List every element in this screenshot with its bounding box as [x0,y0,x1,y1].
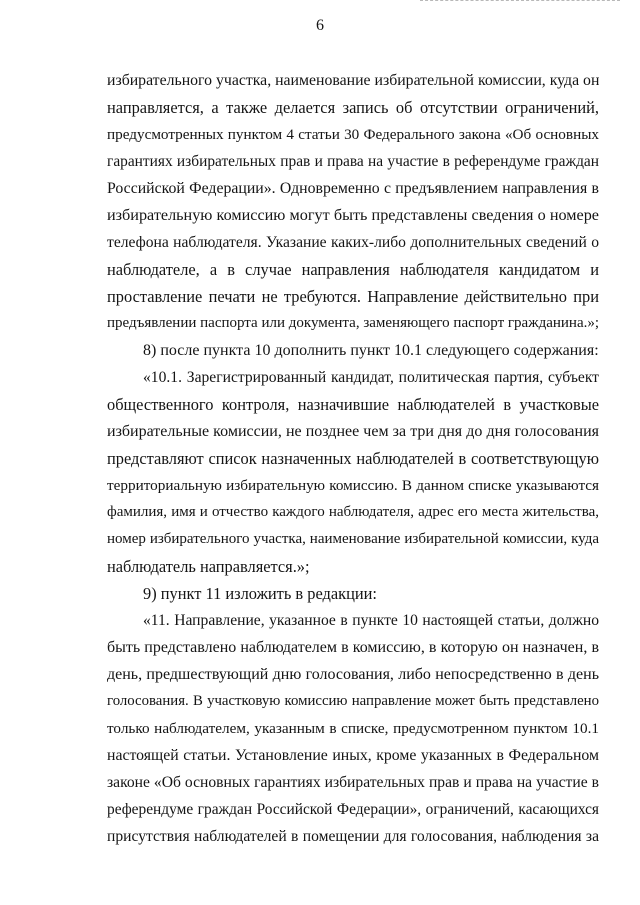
text-line: избирательную комиссию могут быть представлены сведения о номере [107,206,599,224]
document-body [107,67,599,850]
text-line: референдуме граждан Российской Федерации», ограничений, касающихся [107,801,599,818]
text-line: настоящей статьи. Установление иных, кроме указанных в Федеральном [107,747,599,764]
text-line: законе «Об основных гарантиях избирательных прав и права на участие в [107,774,599,791]
text-line: наблюдателе, а в случае направления наблюдателя кандидатом и [107,260,599,279]
text-line: избирательные комиссии, не позднее чем за три дня до дня голосования [107,423,599,440]
text-line: территориальную избирательную комиссию. В данном списке указываются [107,477,599,494]
text-line: направляется, а также делается запись об отсутствии ограничений, [107,98,599,117]
text-line: проставление печати не требуются. Направление действительно при [107,287,599,306]
text-line: день, предшествующий дню голосования, либо непосредственно в день [107,666,599,683]
text-line: предусмотренных пунктом 4 статьи 30 Федерального закона «Об основных [107,126,599,143]
text-line: фамилия, имя и отчество каждого наблюдателя, адрес его места жительства, [107,504,599,520]
text-line: «11. Направление, указанное в пункте 10 настоящей статьи, должно [143,612,599,629]
text-line: быть представлено наблюдателем в комиссию, в которую он назначен, в [107,639,599,656]
text-line: только наблюдателем, указанным в списке, предусмотренном пунктом 10.1 [107,720,599,737]
text-line: гарантиях избирательных прав и права на участие в референдуме граждан [107,153,599,170]
text-line: наблюдатель направляется.»; [107,557,310,576]
text-line: 9) пункт 11 изложить в редакции: [143,584,377,603]
text-line: голосования. В участковую комиссию направление может быть представлено [107,693,599,709]
text-line: предъявлении паспорта или документа, заменяющего паспорт гражданина.»; [107,315,599,331]
text-line: присутствия наблюдателей в помещении для голосования, наблюдения за [107,828,599,845]
text-line: номер избирательного участка, наименование избирательной комиссии, куда [107,531,599,547]
text-line: телефона наблюдателя. Указание каких-либо дополнительных сведений о [107,234,599,251]
text-line: 8) после пункта 10 дополнить пункт 10.1 следующего содержания: [143,342,599,359]
text-line: «10.1. Зарегистрированный кандидат, политическая партия, субъект [143,369,599,386]
scan-edge-mark [420,0,620,4]
text-line: общественного контроля, назначившие наблюдателей в участковые [107,395,599,414]
page-number: 6 [316,17,324,34]
text-line: Российской Федерации». Одновременно с предъявлением направления в [107,180,599,197]
text-line: представляют список назначенных наблюдателей в соответствующую [107,449,599,468]
text-line: избирательного участка, наименование избирательной комиссии, куда он [107,72,599,89]
